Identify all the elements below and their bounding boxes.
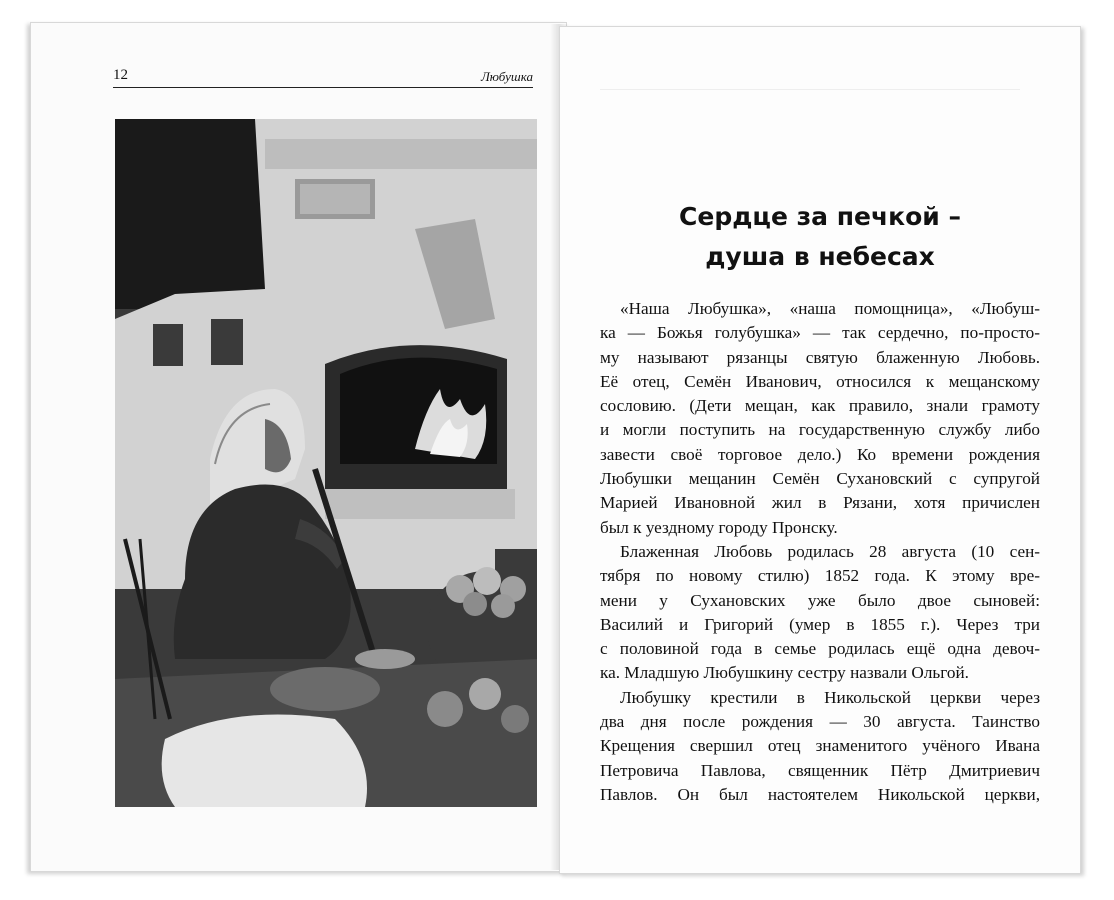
text-line: ка — Божья голубушка» — так сердечно, по-просто- (600, 323, 1040, 343)
text-line: Марией Ивановной жил в Рязани, хотя причислен (600, 493, 1040, 513)
running-head (113, 65, 533, 88)
text-line: был к уездному городу Пронску. (600, 517, 838, 537)
text-line: тября по новому стилю) 1852 года. К этому вре- (600, 566, 1040, 586)
running-head-faint (600, 67, 1020, 90)
text-line: два дня после рождения — 30 августа. Таинство (600, 712, 1040, 732)
text-line: Петровича Павлова, священник Пётр Дмитриевич (600, 760, 1040, 780)
text-line: «Наша Любушка», «наша помощница», «Любуш- (620, 299, 1040, 318)
running-title: Любушка (480, 69, 533, 84)
text-line: Блаженная Любовь родилась 28 августа (10 сен- (620, 541, 1040, 561)
text-line: Её отец, Семён Иванович, относился к мещанскому (600, 371, 1040, 391)
illustration-image (115, 119, 537, 807)
stove-painting-icon (115, 119, 537, 807)
text-line: ка. Младшую Любушкину сестру назвали Ольгой. (600, 663, 969, 683)
left-page (30, 22, 567, 872)
chapter-title (600, 197, 1040, 277)
text-line: и могли поступить на государственную службу либо (600, 420, 1040, 440)
text-line: завести своё торговое дело.) Ко времени рождения (600, 444, 1040, 464)
text-line: му называют рязанцы святую блаженную Любовь. (600, 347, 1040, 367)
text-line: Любушку крестили в Никольской церкви через (620, 687, 1040, 707)
text-line: Крещения свершил отец знаменитого учёного Ивана (600, 736, 1040, 756)
text-line: Любушки мещанин Семён Сухановский с супругой (600, 469, 1040, 489)
chapter-title-line-1: Сердце за печкой – (679, 202, 961, 231)
body-text (600, 297, 1040, 807)
open-book (22, 22, 1094, 874)
page-number: 12 (113, 67, 128, 83)
text-line: Павлов. Он был настоятелем Никольской церкви, (600, 784, 1040, 804)
text-line: с половиной года в семье родилась ещё одна девоч- (600, 639, 1040, 659)
text-line: мени у Сухановских уже было двое сыновей: (600, 590, 1040, 610)
text-line: сословию. (Дети мещан, как правило, знали грамоту (600, 396, 1040, 416)
chapter-title-line-2: душа в небесах (705, 242, 935, 271)
text-line: Василий и Григорий (умер в 1855 г.). Через три (600, 614, 1040, 634)
right-page (559, 26, 1081, 874)
